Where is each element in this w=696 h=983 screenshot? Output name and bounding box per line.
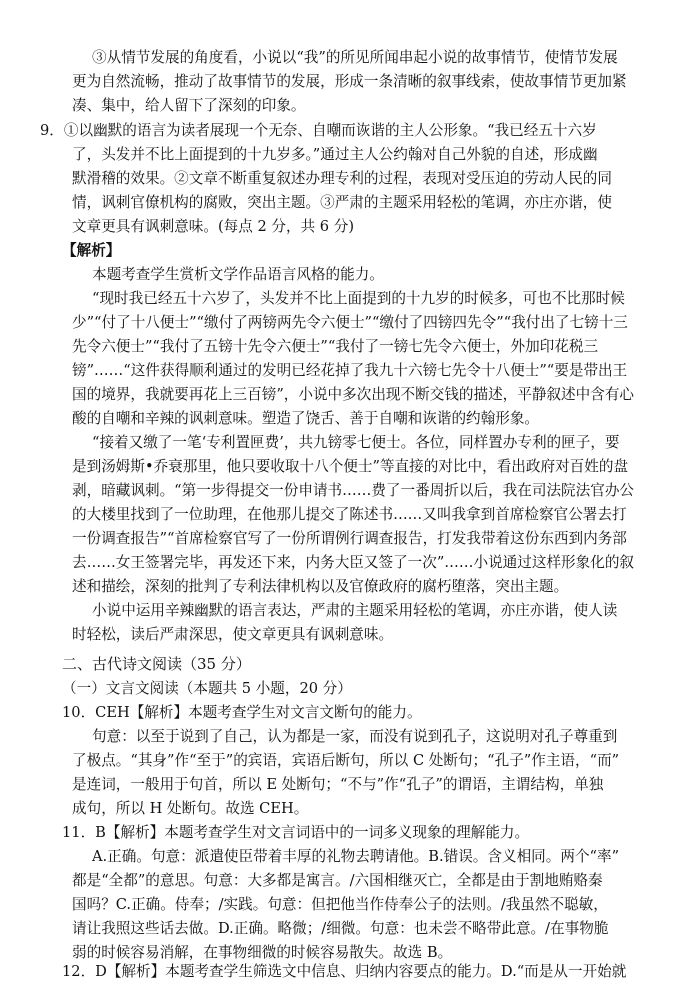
answer-8-point-3-cont: 更为自然流畅，推动了故事情节的发展，形成一条清晰的叙事线索，使故事情节更加紧 (72, 73, 627, 90)
answer-10-title: 10．CEH【解析】本题考查学生对文言文断句的能力。 (62, 704, 422, 721)
answer-11-l5: 请让我照这些话去做。D.正确。略微；/细微。句意：也未尝不略带此意。/在事物脆 (72, 920, 609, 937)
analysis-heading: 【解析】 (62, 242, 121, 259)
analysis-para-1: “现时我已经五十六岁了，头发并不比上面提到的十九岁的时候多，可也不比那时候 (92, 290, 625, 307)
answer-8-point-3-end: 凑、集中，给人留下了深刻的印象。 (72, 97, 306, 114)
answer-9-line-5: 文章更具有讽刺意味。(每点 2 分，共 6 分) (72, 218, 355, 235)
analysis-para-1-l4: 镑”……“这件获得顺利通过的发明已经花掉了我九十六镑七先令十八便士”“要是带出王 (72, 362, 628, 379)
answer-9-title: 9．①以幽默的语言为读者展现一个无奈、自嘲而诙谐的主人公形象。“我已经五十六岁 (40, 122, 597, 139)
answer-11-l3: 都是“全都”的意思。句意：大多都是寓言。/六国相继灭亡，全都是由于割地贿赂秦 (72, 872, 603, 889)
analysis-para-2-l2: 是到汤姆斯•乔衰那里，他只要收取十八个便士”等直接的对比中，看出政府对百姓的盘 (72, 458, 629, 475)
analysis-para-1-l3: 先令六便士”“我付了五镑十先令六便士”“我付了一镑七先令六便士，外加印花税三 (72, 338, 599, 355)
answer-8-point-3: ③从情节发展的角度看，小说以“我”的所见所闻串起小说的故事情节，使情节发展 (92, 49, 618, 66)
answer-11-title: 11．B【解析】本题考查学生对文言词语中的一词多义现象的理解能力。 (62, 824, 530, 841)
answer-10-l5: 成句，所以 H 处断句。故选 CEH。 (72, 800, 309, 817)
section-2-heading: 二、古代诗文阅读（35 分） (62, 655, 251, 673)
answer-10-l2: 句意：以至于说到了自己，认为都是一家，而没有说到孔子，这说明对孔子尊重到 (92, 728, 618, 745)
answer-10-l3: 了极点。“其身”作“至于”的宾语，宾语后断句，所以 C 处断句；“孔子”作主语，“而” (72, 752, 620, 769)
answer-9-line-3: 默滑稽的效果。②文章不断重复叙述办理专利的过程，表现对受压迫的劳动人民的同 (72, 170, 612, 187)
analysis-para-1-l2: 少”“付了十八便士”“缴付了两镑两先令六便士”“缴付了四镑四先令”“我付出了七镑十三 (72, 314, 628, 331)
subsection-1-heading: （一）文言文阅读（本题共 5 小题，20 分） (62, 680, 352, 697)
analysis-intro: 本题考查学生赏析文学作品语言风格的能力。 (92, 266, 384, 283)
answer-11-l6: 弱的时候容易消解，在事物细微的时候容易散失。故选 B。 (72, 944, 453, 961)
analysis-para-2-l4: 的大楼里找到了一位助理，在他那儿提交了陈述书……又叫我拿到首席检察官公署去打 (72, 506, 627, 523)
analysis-para-2-l7: 述和描绘，深刻的批判了专利法律机构以及官僚政府的腐朽堕落，突出主题。 (72, 578, 569, 595)
analysis-para-3-l2: 时轻松，读后严肃深思，使文章更具有讽刺意味。 (72, 626, 394, 643)
analysis-para-1-l5: 国的境界，我就要再花上三百镑”，小说中多次出现不断交钱的描述，平静叙述中含有心 (72, 386, 635, 403)
answer-11-l4: 国吗？C.正确。侍奉；/实践。句意：但把他当作侍奉公子的法则。/我虽然不聪敏， (72, 896, 608, 913)
analysis-para-1-l6: 酸的自嘲和辛辣的讽刺意味。塑造了饶舌、善于自嘲和诙谐的约翰形象。 (72, 410, 540, 427)
answer-9-line-4: 情，讽刺官僚机构的腐败，突出主题。③严肃的主题采用轻松的笔调，亦庄亦谐，使 (72, 194, 612, 211)
answer-9-line-2: 了，头发并不比上面提到的十九岁多。”通过主人公约翰对自己外貌的自述，形成幽 (72, 146, 598, 163)
analysis-para-2-l5: 一份调查报告”“首席检察官写了一份所谓例行调查报告，打发我带着这份东西到内务部 (72, 530, 627, 547)
analysis-para-2-l6: 去……女王签署完毕，再发还下来，内务大臣又签了一次”……小说通过这样形象化的叙 (72, 554, 635, 571)
answer-12-title: 12．D【解析】本题考查学生筛选文中信息、归纳内容要点的能力。D.“而是从一开始就 (62, 963, 627, 980)
analysis-para-3: 小说中运用辛辣幽默的语言表达，严肃的主题采用轻松的笔调，亦庄亦谐，使人读 (92, 602, 618, 619)
analysis-para-2: “接着又缴了一笔‘专利置匣费’，共九镑零七便士。各位，同样置办专利的匣子，要 (92, 434, 620, 451)
analysis-para-2-l3: 剥，暗藏讽刺。“第一步得提交一份申请书……费了一番周折以后，我在司法院法官办公 (72, 482, 635, 499)
answer-10-l4: 是连词，一般用于句首，所以 E 处断句；“不与”作“孔子”的谓语，主谓结构，单独 (72, 776, 604, 793)
answer-11-l2: A.正确。句意：派遣使臣带着丰厚的礼物去聘请他。B.错误。含义相同。两个“率” (92, 848, 620, 865)
